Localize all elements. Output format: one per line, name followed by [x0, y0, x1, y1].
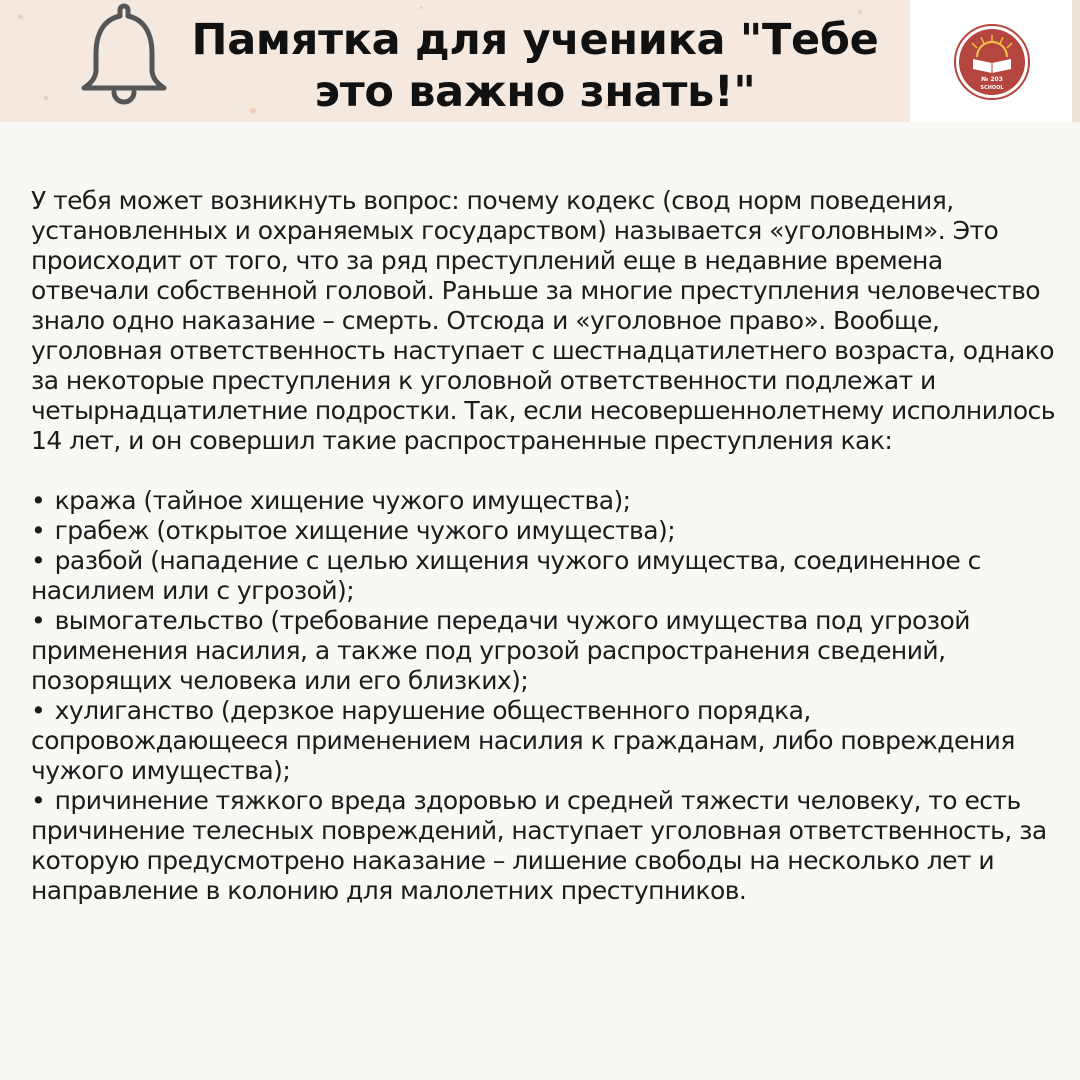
logo-label: SCHOOL	[980, 85, 1004, 91]
list-item	[31, 546, 1061, 606]
list-item-text: хулиганство (дерзкое нарушение общественного порядка, сопровождающееся применением насилия к гражданам, либо повреждения чужого имущества);	[31, 696, 1015, 785]
decorative-strip	[1072, 0, 1080, 122]
list-item	[31, 606, 1061, 696]
intro-paragraph: У тебя может возникнуть вопрос: почему кодекс (свод норм поведения, установленных и охраняемых государством) называется «уголовным». Это происходит от того, что за ряд преступлений еще в недавние времена отвечали собственной головой. Раньше за многие преступления человечество знало одно наказание – смерть. Отсюда и «уголовное право». Вообще, уголовная ответственность наступает с шестнадцатилетнего возраста, однако за некоторые преступления к уголовной ответственности подлежат и четырнадцатилетние подростки. Так, если несовершеннолетнему исполнилось 14 лет, и он совершил такие распространенные преступления как:	[31, 186, 1055, 455]
decorative-speck	[420, 6, 423, 9]
list-item	[31, 696, 1061, 786]
list-item-text: разбой (нападение с целью хищения чужого имущества, соединенное с насилием или с угрозой);	[31, 546, 981, 605]
offense-list	[31, 486, 1061, 906]
bullet-icon: •	[31, 486, 46, 515]
logo-area	[910, 0, 1072, 122]
bullet-icon: •	[31, 696, 46, 725]
bell-icon	[76, 0, 172, 108]
list-item-text: вымогательство (требование передачи чужого имущества под угрозой применения насилия, а также под угрозой распространения сведений, позорящих человека или его близких);	[31, 606, 970, 695]
list-item	[31, 786, 1061, 906]
bullet-icon: •	[31, 606, 46, 635]
logo-number: № 203	[981, 76, 1003, 83]
bullet-icon: •	[31, 516, 46, 545]
bullet-icon: •	[31, 786, 46, 815]
decorative-speck	[44, 96, 48, 100]
main-content	[31, 186, 1061, 906]
list-item-text: причинение тяжкого вреда здоровью и средней тяжести человеку, то есть причинение телесных повреждений, наступает уголовная ответственность, за которую предусмотрено наказание – лишение свободы на несколько лет и направление в колонию для малолетних преступников.	[31, 786, 1047, 905]
list-item	[31, 516, 1061, 546]
header-banner	[0, 0, 910, 122]
list-item-text: грабеж (открытое хищение чужого имущества);	[54, 516, 676, 545]
school-logo	[953, 23, 1031, 101]
bullet-icon: •	[31, 546, 46, 575]
list-item	[31, 486, 1061, 516]
list-item-text: кража (тайное хищение чужого имущества);	[54, 486, 631, 515]
decorative-speck	[18, 14, 23, 19]
page-title: Памятка для ученика "Тебе это важно знать!"	[191, 15, 879, 117]
